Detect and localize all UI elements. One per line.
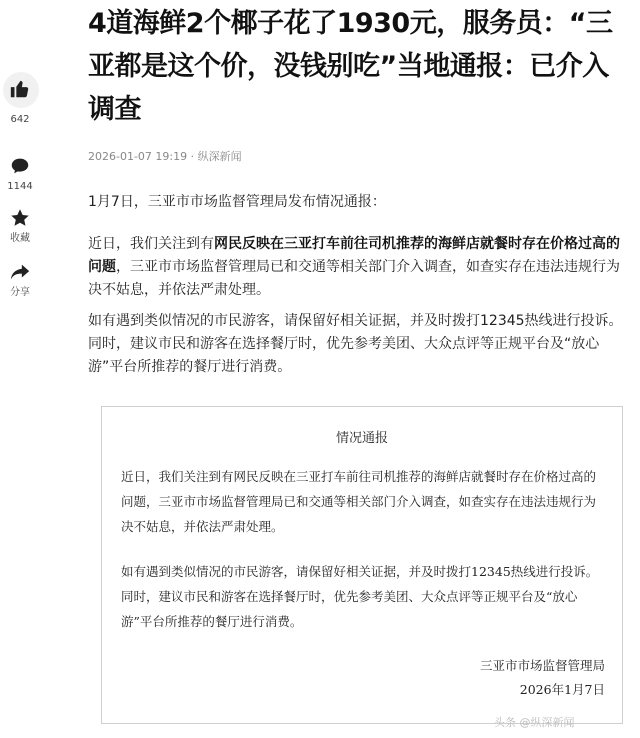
comment-count: 1144 xyxy=(7,181,33,192)
share-label: 分享 xyxy=(10,287,30,298)
notice-date: 2026年1月7日 xyxy=(519,682,605,697)
comment-button[interactable] xyxy=(0,155,40,193)
article-paragraph-2 xyxy=(88,233,633,302)
favorite-button[interactable] xyxy=(0,207,40,245)
notice-paragraph-1: 近日，我们关注到有网民反映在三亚打车前往司机推荐的海鲜店就餐时存在价格过高的问题，三亚市市场监督管理局已和交通等相关部门介入调查，如查实存在违法违规行为决不姑息，并依法严肃处理。 xyxy=(121,469,597,534)
article-title: 4道海鲜2个椰子花了1930元，服务员：“三亚都是这个价，没钱别吃”当地通报：已介入调查 xyxy=(88,8,613,125)
thumbs-up-icon xyxy=(9,78,31,100)
notice-image[interactable] xyxy=(101,406,623,724)
watermark: 头条 @纵深新闻 xyxy=(494,716,575,729)
notice-signature: 三亚市市场监督管理局 xyxy=(479,658,605,673)
share-icon xyxy=(9,261,31,283)
share-button[interactable] xyxy=(0,261,40,299)
paragraph-2-intro: 近日，我们关注到有 xyxy=(88,236,214,252)
like-count: 642 xyxy=(10,114,30,125)
like-button[interactable] xyxy=(0,78,40,126)
paragraph-2-highlight: 网民反映在三亚打车前往司机推荐的海鲜店就餐时存在价格过高的问题 xyxy=(88,236,620,275)
star-icon xyxy=(9,207,31,229)
favorite-label: 收藏 xyxy=(10,233,30,244)
article-meta: 2026-01-07 19:19 · 纵深新闻 xyxy=(88,150,242,163)
comment-icon xyxy=(9,155,31,177)
paragraph-2-rest: ，三亚市市场监督管理局已和交通等相关部门介入调查，如查实存在违法违规行为决不姑息，并依法严肃处理。 xyxy=(88,259,620,298)
notice-title: 情况通报 xyxy=(335,431,388,446)
notice-paragraph-2: 如有遇到类似情况的市民游客，请保留好相关证据，并及时拨打12345热线进行投诉。同时，建议市民和游客在选择餐厅时，优先参考美团、大众点评等正规平台及“放心游”平台所推荐的餐厅进行消费。 xyxy=(121,564,599,629)
article-paragraph-1: 1月7日，三亚市市场监督管理局发布情况通报： xyxy=(88,194,386,210)
article-paragraph-3: 如有遇到类似情况的市民游客，请保留好相关证据，并及时拨打12345热线进行投诉。同时，建议市民和游客在选择餐厅时，优先参考美团、大众点评等正规平台及“放心游”平台所推荐的餐厅进行消费。 xyxy=(88,313,623,375)
